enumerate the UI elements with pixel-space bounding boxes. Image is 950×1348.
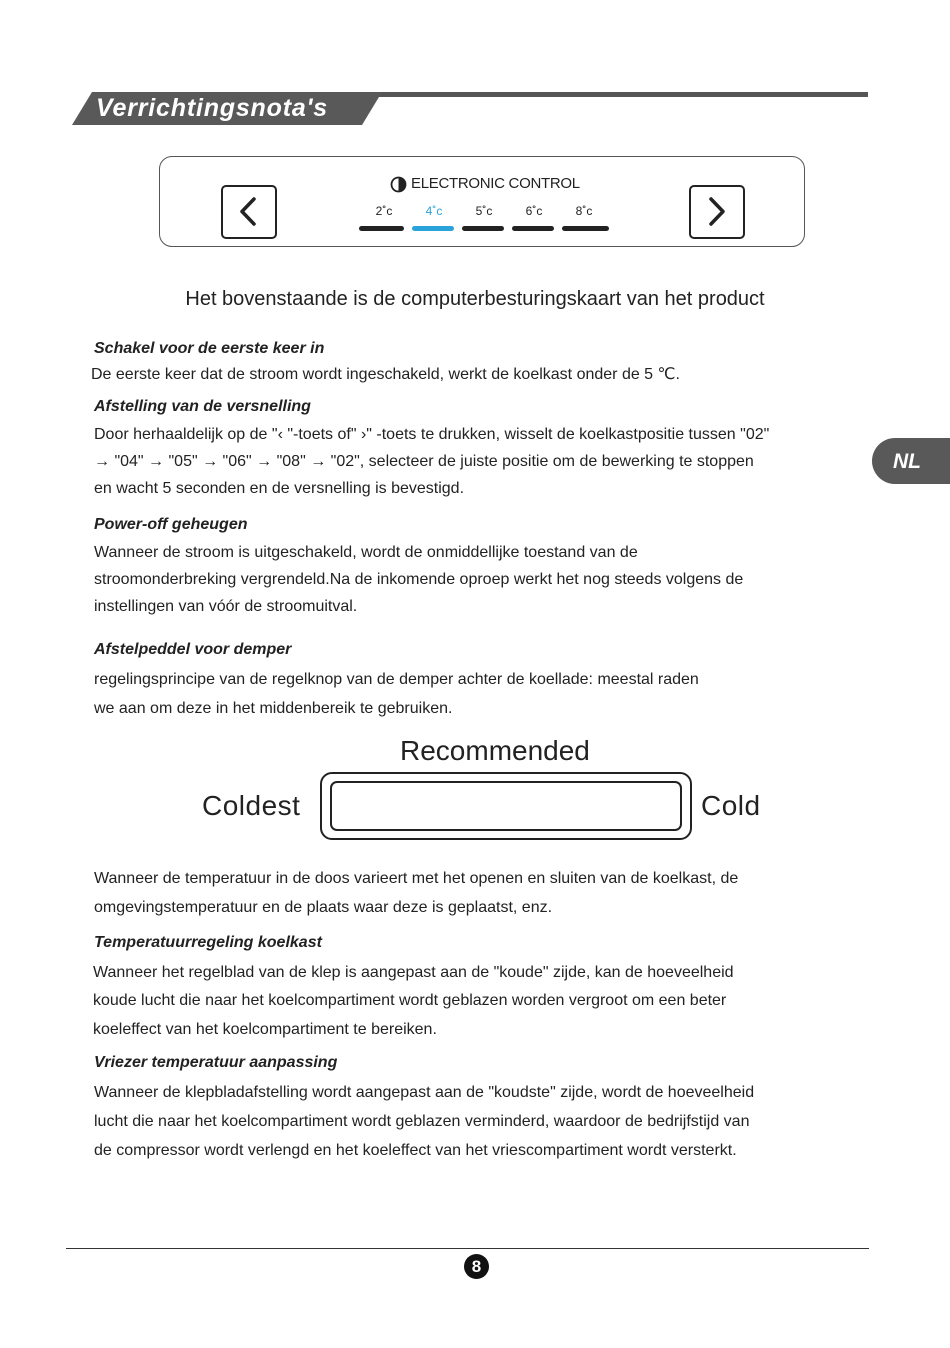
temp-label: 8˚c xyxy=(575,204,593,218)
section-title: Vriezer temperatuur aanpassing xyxy=(94,1054,338,1071)
paragraph-line: omgevingstemperatuur en de plaats waar deze is geplaatst, enz. xyxy=(94,899,553,916)
coldest-label: Coldest xyxy=(202,790,301,821)
paragraph-line: en wacht 5 seconden en de versnelling is bevestigd. xyxy=(94,480,465,497)
temp-label: 5˚c xyxy=(475,204,493,218)
temp-label-active: 4˚c xyxy=(425,204,443,218)
temp-label: 2˚c xyxy=(375,204,393,218)
cold-label: Cold xyxy=(701,790,761,821)
page-number: 8 xyxy=(464,1254,489,1279)
section-title: Afstelpeddel voor demper xyxy=(94,641,292,658)
chevron-right-icon xyxy=(691,187,742,236)
temp-label: 6˚c xyxy=(525,204,543,218)
paragraph-line: → "04" → "05" → "06" → "08" → "02", selecteer de juiste positie om de bewerking te stoppen xyxy=(94,453,754,470)
panel-caption: Het bovenstaande is de computerbesturingskaart van het product xyxy=(185,288,765,310)
right-arrow-button[interactable] xyxy=(689,185,745,239)
chevron-left-icon xyxy=(223,187,274,236)
section-title: Afstelling van de versnelling xyxy=(94,398,311,415)
section-title: Temperatuurregeling koelkast xyxy=(94,934,322,951)
temp-indicator xyxy=(562,226,609,231)
temp-indicator xyxy=(462,226,504,231)
damper-slider-track xyxy=(330,781,682,831)
electronic-control-label: ELECTRONIC CONTROL xyxy=(411,175,580,192)
paragraph-line: lucht die naar het koelcompartiment wordt geblazen verminderd, waardoor de bedrijfstijd van xyxy=(94,1113,750,1130)
paragraph-line: we aan om deze in het middenbereik te gebruiken. xyxy=(94,700,453,717)
paragraph-line: Wanneer de stroom is uitgeschakeld, wordt de onmiddellijke toestand van de xyxy=(94,544,638,561)
section-title: Power-off geheugen xyxy=(94,516,248,533)
left-arrow-button[interactable] xyxy=(221,185,277,239)
recommended-label: Recommended xyxy=(400,735,590,766)
half-circle-icon xyxy=(390,176,407,193)
paragraph-line: Wanneer de klepbladafstelling wordt aangepast aan de "koudste" zijde, wordt de hoeveelheid xyxy=(94,1084,755,1101)
paragraph-line: instellingen van vóór de stroomuitval. xyxy=(94,598,358,615)
paragraph-line: Wanneer de temperatuur in de doos varieert met het openen en sluiten van de koelkast, de xyxy=(94,870,739,887)
paragraph-line: Door herhaaldelijk op de "‹ "-toets of" ›" -toets te drukken, wisselt de koelkastpositie tussen "02" xyxy=(94,426,770,443)
language-tab-label: NL xyxy=(893,450,921,473)
temp-indicator xyxy=(512,226,554,231)
page-title: Verrichtingsnota's xyxy=(96,94,328,122)
paragraph-line: Wanneer het regelblad van de klep is aangepast aan de "koude" zijde, kan de hoeveelheid xyxy=(93,964,734,981)
paragraph-line: stroomonderbreking vergrendeld.Na de inkomende oproep werkt het nog steeds volgens de xyxy=(94,571,744,588)
temp-indicator-active xyxy=(412,226,454,231)
temp-indicator xyxy=(359,226,404,231)
paragraph-line: De eerste keer dat de stroom wordt ingeschakeld, werkt de koelkast onder de 5 ℃. xyxy=(91,366,680,383)
paragraph-line: regelingsprincipe van de regelknop van de demper achter de koellade: meestal raden xyxy=(94,671,699,688)
paragraph-line: koeleffect van het koelcompartiment te bereiken. xyxy=(93,1021,437,1038)
footer-rule xyxy=(66,1248,869,1249)
header-rule xyxy=(370,92,868,97)
paragraph-line: de compressor wordt verlengd en het koeleffect van het vriescompartiment wordt versterkt. xyxy=(94,1142,737,1159)
section-title: Schakel voor de eerste keer in xyxy=(94,340,325,357)
paragraph-line: koude lucht die naar het koelcompartiment wordt geblazen worden vergroot om een beter xyxy=(93,992,727,1009)
